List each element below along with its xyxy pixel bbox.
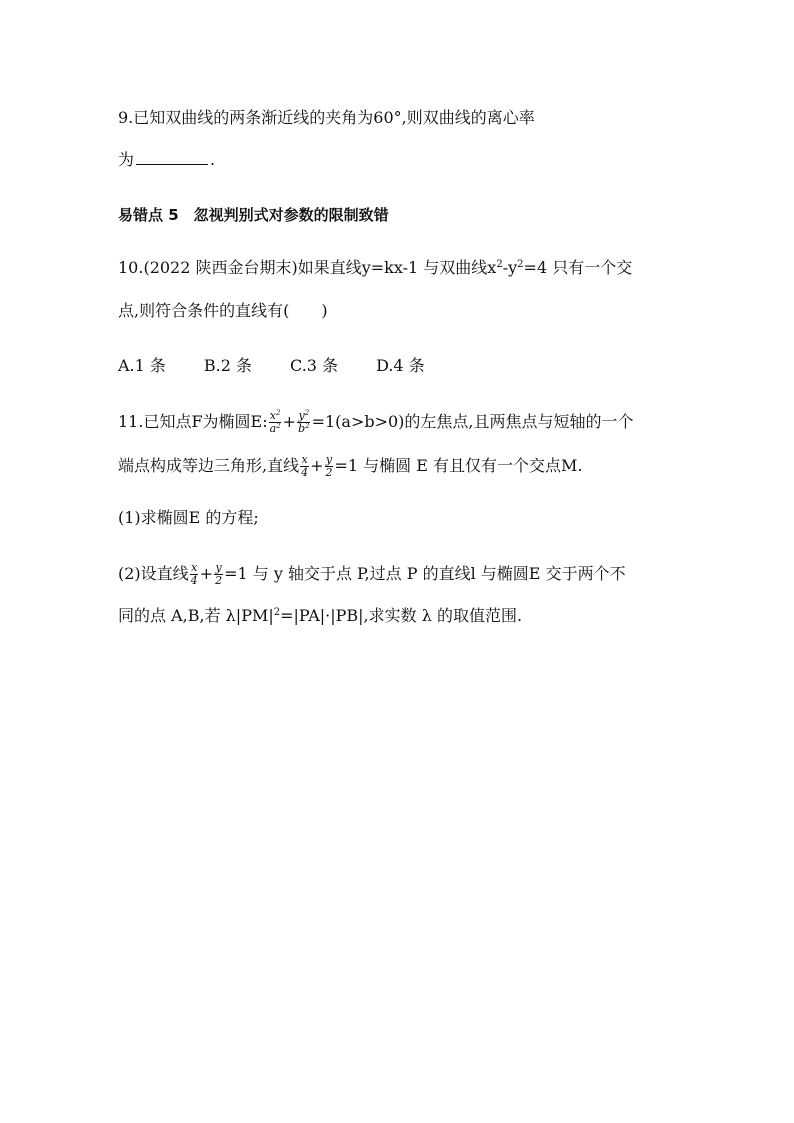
q11-part2-line1 bbox=[118, 562, 626, 587]
answer-blank bbox=[136, 150, 208, 165]
q11-part2-line2a: 同的点 A,B,若 λ|PM| bbox=[118, 606, 274, 625]
q10-sup1: 2 bbox=[496, 259, 503, 270]
q10-sup2: 2 bbox=[517, 259, 524, 270]
option-c: C.3 条 bbox=[290, 356, 339, 375]
q9-text: 9.已知双曲线的两条渐近线的夹角为60°,则双曲线的离心率 bbox=[118, 108, 535, 127]
q11-part2-sup: 2 bbox=[273, 607, 281, 618]
frac-exp: 2 bbox=[276, 409, 281, 417]
frac-num: y bbox=[215, 561, 222, 574]
section-heading-text: 易错点 5 忽视判别式对参数的限制致错 bbox=[118, 206, 389, 224]
section-heading bbox=[118, 205, 389, 225]
plus-sign: + bbox=[282, 412, 297, 431]
q10-text-c: =4 只有一个交 bbox=[523, 258, 633, 277]
q9-suffix: . bbox=[210, 150, 216, 169]
q11-text-line2b: =1 与椭圆 E 有且仅有一个交点M. bbox=[334, 456, 583, 475]
frac-den: 2 bbox=[215, 574, 223, 587]
q11-text-b: =1(a>b>0)的左焦点,且两焦点与短轴的一个 bbox=[311, 412, 634, 431]
q10-options bbox=[118, 356, 463, 376]
q10-text-b: -y bbox=[502, 258, 518, 277]
option-a: A.1 条 bbox=[118, 356, 166, 375]
q11-text-a: 11.已知点F为椭圆E: bbox=[118, 412, 268, 431]
q10-line2 bbox=[118, 301, 328, 321]
frac-den: 4 bbox=[301, 466, 309, 479]
q11-part2-text-b: =1 与 y 轴交于点 P,过点 P 的直线l 与椭圆E 交于两个不 bbox=[224, 564, 626, 583]
fraction-y-2 bbox=[214, 562, 223, 587]
q11-part2-text-a: (2)设直线 bbox=[118, 564, 189, 583]
q9-line2 bbox=[118, 150, 215, 170]
q11-part2-line2b: =|PA|·|PB|,求实数 λ 的取值范围. bbox=[280, 606, 523, 625]
frac-exp: 2 bbox=[304, 409, 310, 417]
fraction-x-4 bbox=[190, 562, 199, 587]
q11-part1-text: (1)求椭圆E 的方程; bbox=[118, 508, 259, 527]
q9-prefix: 为 bbox=[118, 150, 135, 169]
fraction-x2-a2 bbox=[269, 410, 282, 435]
q10-text-a: 10.(2022 陕西金台期末)如果直线y=kx-1 与双曲线x bbox=[118, 258, 497, 277]
frac-num: x bbox=[269, 409, 277, 422]
frac-den: 2 bbox=[325, 466, 333, 479]
option-d: D.4 条 bbox=[376, 356, 425, 375]
frac-num: x bbox=[191, 561, 198, 574]
q11-line2 bbox=[118, 454, 583, 479]
q10-text-line2: 点,则符合条件的直线有( ) bbox=[118, 301, 328, 320]
plus-sign: + bbox=[310, 456, 324, 475]
frac-num: x bbox=[301, 453, 308, 466]
frac-den: a bbox=[269, 422, 277, 435]
q9-line1 bbox=[118, 108, 535, 128]
option-b: B.2 条 bbox=[203, 356, 253, 375]
q11-text-line2a: 端点构成等边三角形,直线 bbox=[118, 456, 300, 475]
fraction-y-2 bbox=[325, 454, 334, 479]
frac-num: y bbox=[325, 453, 333, 466]
frac-exp: 2 bbox=[276, 422, 281, 430]
q11-part2-line2 bbox=[118, 606, 522, 626]
q11-part1 bbox=[118, 508, 259, 528]
q11-line1 bbox=[118, 410, 634, 435]
fraction-x-4 bbox=[300, 454, 309, 479]
fraction-y2-b2 bbox=[297, 410, 311, 435]
plus-sign: + bbox=[199, 564, 214, 583]
frac-num: y bbox=[298, 409, 305, 422]
frac-den: 4 bbox=[190, 574, 198, 587]
frac-exp: 2 bbox=[305, 422, 310, 430]
frac-den: b bbox=[298, 422, 306, 435]
q10-line1 bbox=[118, 258, 632, 278]
